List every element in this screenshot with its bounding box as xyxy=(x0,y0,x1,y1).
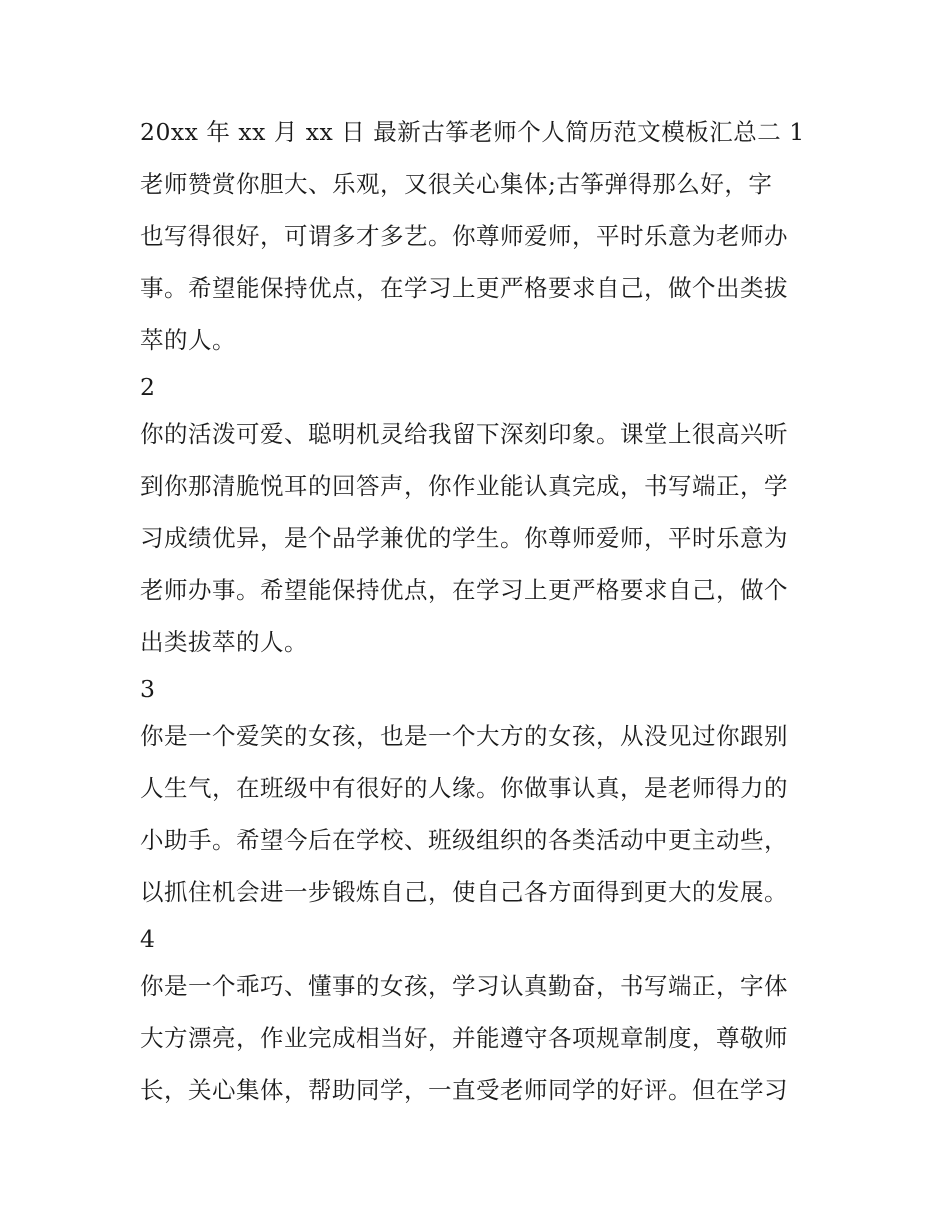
paragraph-line: 萃的人。 xyxy=(140,326,236,354)
section-2 xyxy=(140,366,815,668)
section-1 xyxy=(140,158,815,366)
section-3 xyxy=(140,668,815,918)
paragraph-line: 老师赞赏你胆大、乐观，又很关心集体;古筝弹得那么好，字 xyxy=(140,170,773,198)
paragraph-line: 习成绩优异，是个品学兼优的学生。你尊师爱师，平时乐意为 xyxy=(140,524,788,552)
paragraph-line: 事。希望能保持优点，在学习上更严格要求自己，做个出类拔 xyxy=(140,274,788,302)
paragraph-line: 以抓住机会进一步锻炼自己，使自己各方面得到更大的发展。 xyxy=(140,878,788,906)
document-title-line: 20xx 年 xx 月 xx 日 最新古筝老师个人简历范文模板汇总二 1 xyxy=(140,118,805,146)
paragraph-line: 你是一个乖巧、懂事的女孩，学习认真勤奋，书写端正，字体 xyxy=(140,972,788,1000)
paragraph-line: 你的活泼可爱、聪明机灵给我留下深刻印象。课堂上很高兴听 xyxy=(140,420,788,448)
paragraph-line: 人生气，在班级中有很好的人缘。你做事认真，是老师得力的 xyxy=(140,774,788,802)
paragraph-line: 你是一个爱笑的女孩，也是一个大方的女孩，从没见过你跟别 xyxy=(140,722,788,750)
paragraph-line: 出类拔萃的人。 xyxy=(140,628,308,656)
paragraph-line: 长，关心集体，帮助同学，一直受老师同学的好评。但在学习 xyxy=(140,1076,788,1104)
paragraph-line: 大方漂亮，作业完成相当好，并能遵守各项规章制度，尊敬师 xyxy=(140,1024,788,1052)
section-number: 4 xyxy=(140,925,156,953)
paragraph-line: 到你那清脆悦耳的回答声，你作业能认真完成，书写端正，学 xyxy=(140,472,788,500)
paragraph-line: 老师办事。希望能保持优点，在学习上更严格要求自己，做个 xyxy=(140,576,788,604)
section-number: 3 xyxy=(140,675,156,703)
document-page xyxy=(140,106,815,1116)
section-number: 2 xyxy=(140,373,156,401)
section-4 xyxy=(140,918,815,1116)
paragraph-line: 也写得很好，可谓多才多艺。你尊师爱师，平时乐意为老师办 xyxy=(140,222,788,250)
paragraph-line: 小助手。希望今后在学校、班级组织的各类活动中更主动些， xyxy=(140,826,788,854)
